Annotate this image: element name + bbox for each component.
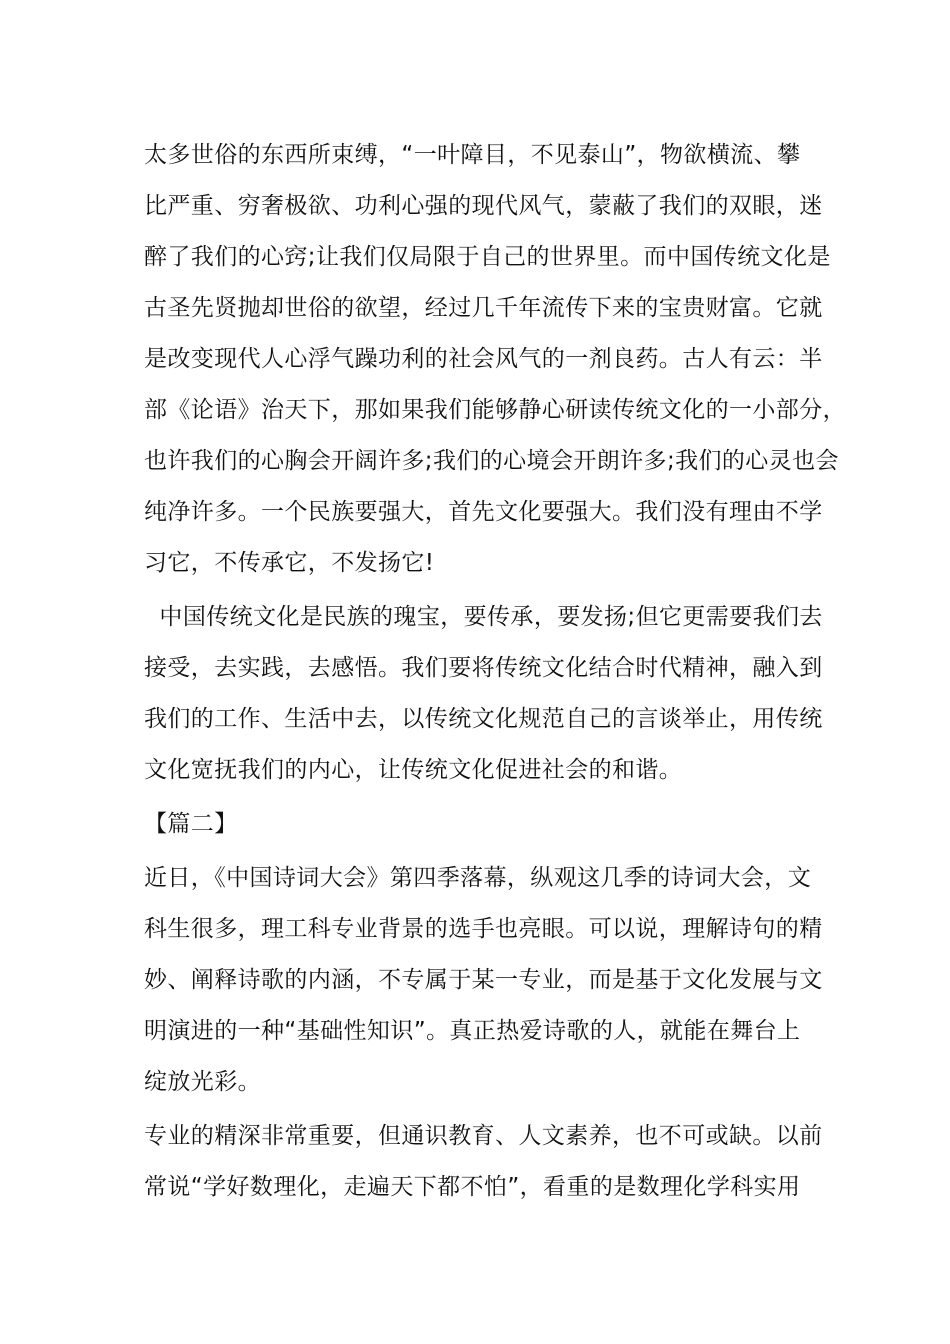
text-line: 专业的精深非常重要，但通识教育、人文素养，也不可或缺。以前 bbox=[144, 1123, 823, 1149]
text-line: 习它，不传承它，不发扬它! bbox=[144, 550, 435, 576]
text-line: 常说“学好数理化，走遍天下都不怕”，看重的是数理化学科实用 bbox=[144, 1174, 801, 1200]
text-line: 绽放光彩。 bbox=[144, 1069, 261, 1095]
text-line: 接受，去实践，去感悟。我们要将传统文化结合时代精神，融入到 bbox=[144, 655, 823, 681]
text-line: 太多世俗的东西所束缚，“一叶障目，不见泰山”，物欲横流、攀 bbox=[144, 142, 801, 168]
text-line: 妙、阐释诗歌的内涵，不专属于某一专业，而是基于文化发展与文 bbox=[144, 967, 823, 993]
text-line: 是改变现代人心浮气躁功利的社会风气的一剂良药。古人有云：半 bbox=[144, 346, 823, 372]
text-line: 古圣先贤抛却世俗的欲望，经过几千年流传下来的宝贵财富。它就 bbox=[144, 295, 823, 321]
text-line: 文化宽抚我们的内心，让传统文化促进社会的和谐。 bbox=[144, 757, 683, 783]
text-line: 醉了我们的心窍;让我们仅局限于自己的世界里。而中国传统文化是 bbox=[144, 244, 831, 270]
text-line: 明演进的一种“基础性知识”。真正热爱诗歌的人，就能在舞台上 bbox=[144, 1018, 801, 1044]
text-line: 也许我们的心胸会开阔许多;我们的心境会开朗许多;我们的心灵也会 bbox=[144, 448, 839, 474]
paragraph-4 bbox=[144, 1111, 823, 1213]
text-line: 中国传统文化是民族的瑰宝，要传承，要发扬;但它更需要我们去 bbox=[144, 604, 823, 630]
section-heading-text: 【篇二】 bbox=[144, 811, 238, 837]
text-line: 部《论语》治天下，那如果我们能够静心研读传统文化的一小部分， bbox=[144, 397, 846, 423]
paragraph-3 bbox=[144, 853, 823, 1108]
text-line: 比严重、穷奢极欲、功利心强的现代风气，蒙蔽了我们的双眼，迷 bbox=[144, 193, 823, 219]
text-line: 科生很多，理工科专业背景的选手也亮眼。可以说，理解诗句的精 bbox=[144, 916, 823, 942]
text-line: 我们的工作、生活中去，以传统文化规范自己的言谈举止，用传统 bbox=[144, 706, 823, 732]
text-line: 近日，《中国诗词大会》第四季落幕，纵观这几季的诗词大会，文 bbox=[144, 865, 812, 891]
paragraph-1 bbox=[144, 130, 846, 589]
paragraph-2 bbox=[144, 592, 823, 796]
document-page bbox=[144, 130, 846, 1213]
section-heading bbox=[144, 799, 809, 850]
text-line: 纯净许多。一个民族要强大，首先文化要强大。我们没有理由不学 bbox=[144, 499, 823, 525]
